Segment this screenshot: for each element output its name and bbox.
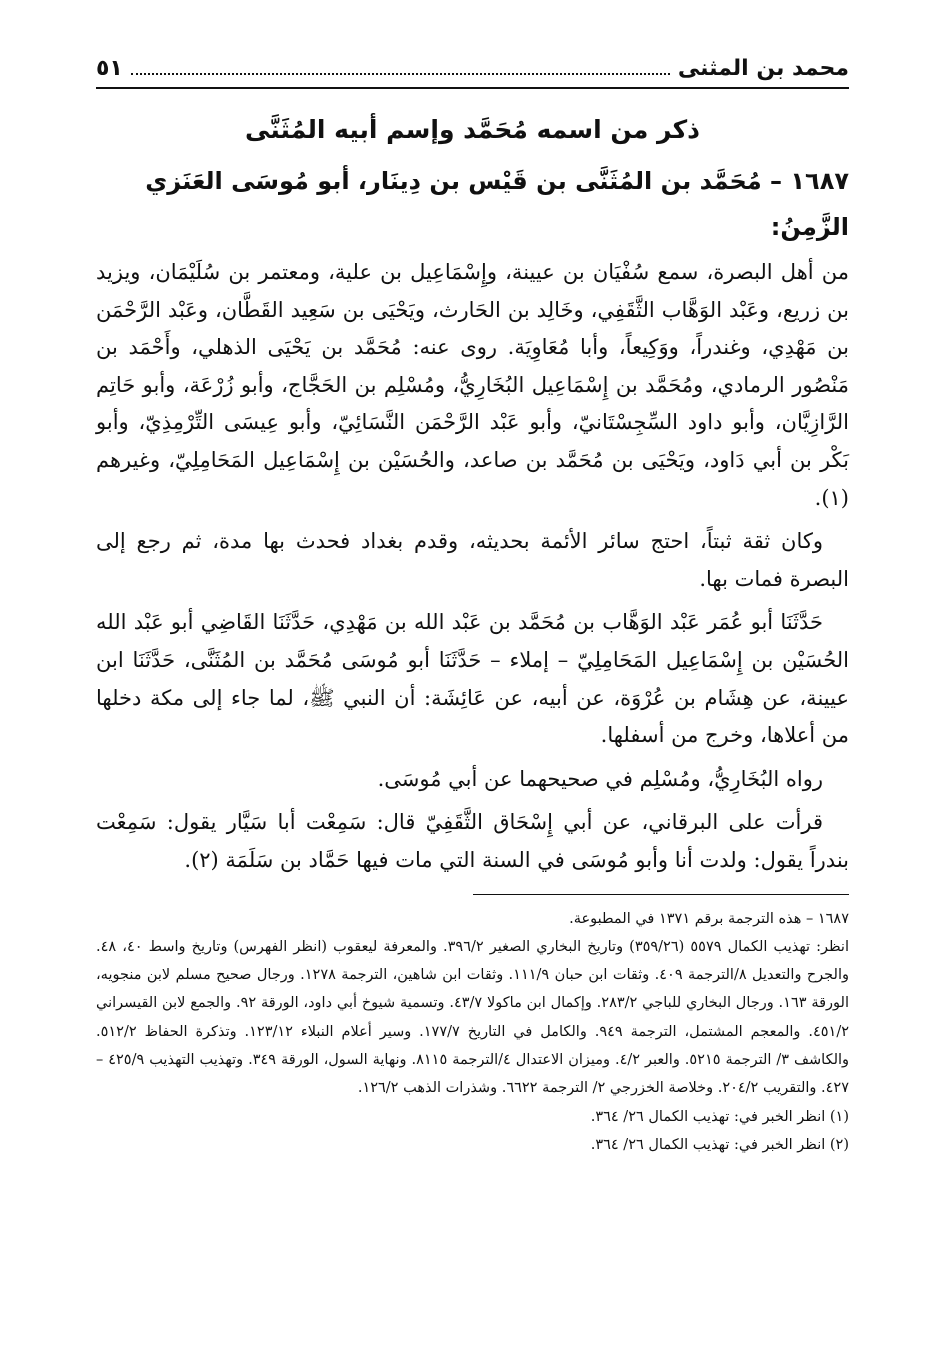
- leader-dots: [131, 73, 670, 75]
- footnote-separator: [473, 894, 850, 895]
- footnote-entry-number: ١٦٨٧ – هذه الترجمة برقم ١٣٧١ في المطبوعة.: [569, 910, 849, 927]
- paragraph-birth: قرأت على البرقاني، عن أبي إِسْحَاق الثَّقَفِيّ قال: سَمِعْت أبا سَيَّار يقول: سَمِعْت بندراً يقول: ولدت أنا وأبو مُوسَى في السنة التي مات فيها حَمَّاد بن سَلَمَة (٢).: [96, 810, 849, 872]
- running-head: [96, 56, 849, 89]
- footnote-2: (٢) انظر الخبر في: تهذيب الكمال ٢٦/ ٣٦٤.: [590, 1136, 849, 1153]
- paragraph-hadith: حَدَّثَنَا أبو عُمَر عَبْد الوَهَّاب بن مُحَمَّد بن عَبْد الله بن مَهْدِي، حَدَّثَنَا القَاضِي أبو عَبْد الله الحُسَيْن بن إِسْمَاعِيل المَحَامِلِيّ – إملاء – حَدَّثَنَا أبو مُوسَى مُحَمَّد بن المُثَنَّى، حَدَّثَنَا ابن عيينة، عن هِشَام بن عُرْوَة، عن أبيه، عن عَائِشَة: أن النبي ﷺ، لما جاء إلى مكة دخلها من أعلاها، وخرج من أسفلها.: [96, 610, 849, 748]
- entry-heading: ١٦٨٧ – مُحَمَّد بن المُثَنَّى بن قَيْس بن دِينَار، أبو مُوسَى العَنَزي الزَّمِنُ:: [145, 167, 849, 241]
- page-number: ٥١: [96, 56, 123, 81]
- footnote-sources: انظر: تهذيب الكمال ٥٥٧٩ (٣٥٩/٢٦) وتاريخ البخاري الصغير ٣٩٦/٢. والمعرفة ليعقوب (انظر الفهرس) وتاريخ واسط ٤٠، ٤٨. والجرح والتعديل ٨/الترجمة ٤٠٩. وثقات ابن حبان ١١١/٩. وثقات ابن شاهين، الترجمة ١٢٧٨. ورجال صحيح مسلم لابن منجويه، الورقة ١٦٣. ورجال البخاري للباجي ٢٨٣/٢. وإكمال ابن ماكولا ٤٣/٧. وتسمية شيوخ أبي داود، الورقة ٩٢. والجمع لابن القيسراني ٤٥١/٢. والمعجم المشتمل، الترجمة ٩٤٩. والكامل في التاريخ ١٧٧/٧. وسير أعلام النبلاء ١٢٣/١٢. وتذكرة الحفاظ ٥١٢/٢. والكاشف ٣/ الترجمة ٥٢١٥. والعبر ٤/٢. وميزان الاعتدال ٤/الترجمة ٨١١٥. ونهاية السول، الورقة ٣٤٩. وتهذيب التهذيب ٤٢٥/٩ – ٤٢٧. والتقريب ٢٠٤/٢. وخلاصة الخزرجي ٢/ الترجمة ٦٦٢٢. وشذرات الذهب ١٢٦/٢.: [96, 938, 850, 1097]
- paragraph-reliability: وكان ثقة ثبتاً، احتج سائر الأئمة بحديثه، وقدم بغداد فحدث بها مدة، ثم رجع إلى البصرة فمات بها.: [96, 529, 849, 591]
- section-title: ذكر من اسمه مُحَمَّد وإسم أبيه المُثَنَّى: [245, 115, 700, 144]
- paragraph-narrators: من أهل البصرة، سمع سُفْيَان بن عيينة، وإِسْمَاعِيل بن علية، ومعتمر بن سُلَيْمَان، ويزيد بن زريع، وعَبْد الوَهَّاب الثَّقَفِي، وخَالِد بن الحَارث، ويَحْيَى بن سَعِيد القَطَّان، وعَبْد الرَّحْمَن بن مَهْدِي، وغندراً، ووَكِيعاً، وأبا مُعَاوِيَة. روى عنه: مُحَمَّد بن يَحْيَى الذهلي، وأَحْمَد بن مَنْصُور الرمادي، ومُحَمَّد بن إِسْمَاعِيل البُخَارِيُّ، ومُسْلِم بن الحَجَّاج، وأبو زُرْعَة، وأبو حَاتِم الرَّازِيَّان، وأبو داود السِّجِسْتَانيّ، وأبو عَبْد الرَّحْمَن النَّسَائِيّ، وأبو عِيسَى التِّرْمِذِيّ، وأبو بَكْر بن أبي دَاود، ويَحْيَى بن مُحَمَّد بن صاعد، والحُسَيْن بن إِسْمَاعِيل المَحَامِلِيّ، وغيرهم (١).: [96, 260, 849, 510]
- running-head-title: محمد بن المثنى: [677, 56, 849, 81]
- footnotes: [96, 905, 849, 1160]
- paragraph-narrated-by: رواه البُخَارِيُّ، ومُسْلِم في صحيحهما عن أبي مُوسَى.: [377, 766, 823, 791]
- footnote-1: (١) انظر الخبر في: تهذيب الكمال ٢٦/ ٣٦٤.: [590, 1108, 849, 1125]
